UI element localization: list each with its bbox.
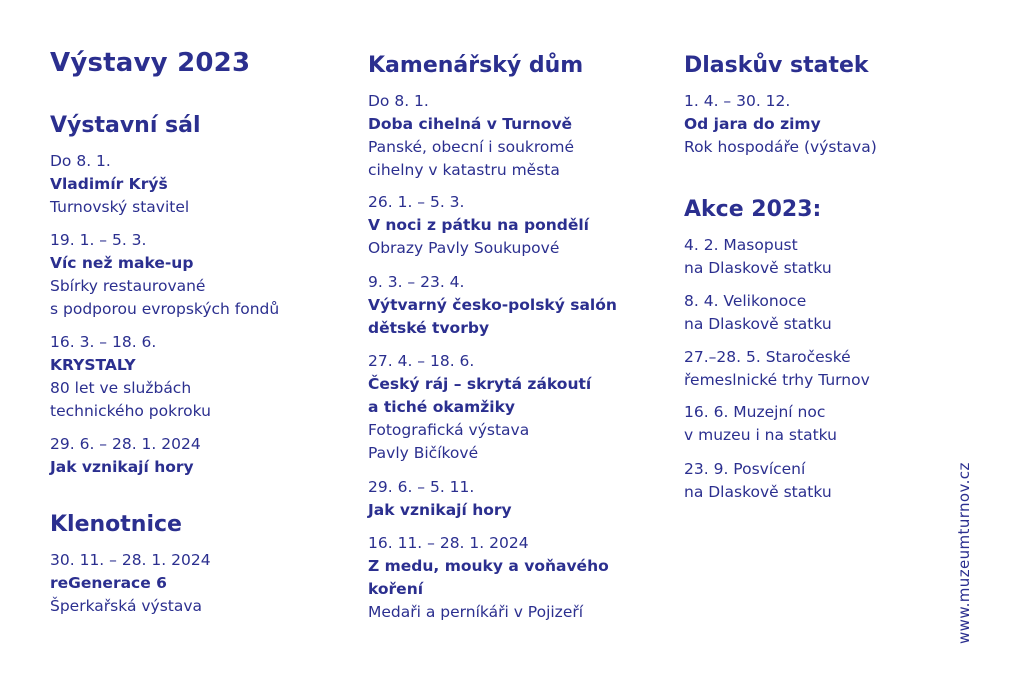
entry-title: dětské tvorby bbox=[368, 319, 490, 337]
entry-desc: s podporou evropských fondů bbox=[50, 300, 280, 318]
entry-desc: Turnovský stavitel bbox=[50, 198, 190, 216]
entry-desc: Pavly Bičíkové bbox=[368, 444, 479, 462]
entry-desc: cihelny v katastru města bbox=[368, 161, 560, 179]
list-item bbox=[368, 90, 574, 182]
entry-title: Víc než make-up bbox=[50, 254, 194, 272]
section-heading-vystavni-sal: Výstavní sál bbox=[50, 113, 201, 138]
entry-desc: 80 let ve službách bbox=[50, 379, 192, 397]
event-line: na Dlaskově statku bbox=[684, 259, 832, 277]
entry-date: 19. 1. – 5. 3. bbox=[50, 231, 147, 249]
entry-date: 29. 6. – 5. 11. bbox=[368, 478, 475, 496]
event-line: 23. 9. Posvícení bbox=[684, 460, 806, 478]
entry-date: Do 8. 1. bbox=[50, 152, 111, 170]
entry-title: reGenerace 6 bbox=[50, 574, 167, 592]
event-line: na Dlaskově statku bbox=[684, 483, 832, 501]
entry-title: Doba cihelná v Turnově bbox=[368, 115, 573, 133]
event-line: 27.–28. 5. Staročeské bbox=[684, 348, 851, 366]
list-item bbox=[368, 271, 617, 340]
event-line: 16. 6. Muzejní noc bbox=[684, 403, 826, 421]
section-heading-klenotnice: Klenotnice bbox=[50, 512, 182, 537]
list-item bbox=[368, 191, 589, 260]
entry-desc: Fotografická výstava bbox=[368, 421, 530, 439]
entry-date: 16. 3. – 18. 6. bbox=[50, 333, 157, 351]
entry-title: a tiché okamžiky bbox=[368, 398, 516, 416]
entry-desc: Šperkařská výstava bbox=[50, 597, 203, 615]
entry-date: 30. 11. – 28. 1. 2024 bbox=[50, 551, 211, 569]
entry-desc: technického pokroku bbox=[50, 402, 211, 420]
entry-title: Jak vznikají hory bbox=[368, 501, 512, 519]
entry-title: Český ráj – skrytá zákoutí bbox=[368, 375, 592, 393]
event-line: 8. 4. Velikonoce bbox=[684, 292, 807, 310]
list-item bbox=[368, 532, 609, 624]
list-item bbox=[368, 350, 591, 465]
event-line: řemeslnické trhy Turnov bbox=[684, 371, 870, 389]
entry-date: 26. 1. – 5. 3. bbox=[368, 193, 465, 211]
entry-desc: Medaři a perníkáři v Pojizeří bbox=[368, 603, 584, 621]
event-line: v muzeu i na statku bbox=[684, 426, 837, 444]
event-item bbox=[684, 346, 870, 392]
entry-title: Výtvarný česko-polský salón bbox=[368, 296, 617, 314]
event-line: 4. 2. Masopust bbox=[684, 236, 798, 254]
website-url[interactable]: www.muzeumturnov.cz bbox=[955, 462, 973, 644]
list-item bbox=[50, 229, 279, 321]
entry-title: Z medu, mouky a voňavého bbox=[368, 557, 609, 575]
list-item bbox=[50, 331, 211, 423]
section-heading-dlaskuv-statek: Dlaskův statek bbox=[684, 53, 869, 78]
event-item bbox=[684, 458, 832, 504]
list-item bbox=[684, 90, 877, 159]
list-item bbox=[368, 476, 512, 522]
entry-title: koření bbox=[368, 580, 424, 598]
entry-date: 1. 4. – 30. 12. bbox=[684, 92, 791, 110]
entry-desc: Rok hospodáře (výstava) bbox=[684, 138, 877, 156]
event-item bbox=[684, 401, 837, 447]
section-heading-kamenarsky-dum: Kamenářský dům bbox=[368, 53, 584, 78]
entry-date: Do 8. 1. bbox=[368, 92, 429, 110]
entry-title: V noci z pátku na pondělí bbox=[368, 216, 589, 234]
event-line: na Dlaskově statku bbox=[684, 315, 832, 333]
entry-desc: Obrazy Pavly Soukupové bbox=[368, 239, 560, 257]
event-item bbox=[684, 290, 832, 336]
event-item bbox=[684, 234, 832, 280]
entry-desc: Panské, obecní i soukromé bbox=[368, 138, 575, 156]
entry-title: Vladimír Krýš bbox=[50, 175, 168, 193]
entry-date: 27. 4. – 18. 6. bbox=[368, 352, 475, 370]
list-item bbox=[50, 549, 211, 618]
list-item bbox=[50, 150, 189, 219]
section-heading-akce: Akce 2023: bbox=[684, 197, 822, 222]
entry-title: Jak vznikají hory bbox=[50, 458, 194, 476]
entry-date: 16. 11. – 28. 1. 2024 bbox=[368, 534, 529, 552]
entry-date: 29. 6. – 28. 1. 2024 bbox=[50, 435, 201, 453]
entry-title: Od jara do zimy bbox=[684, 115, 821, 133]
page-title: Výstavy 2023 bbox=[50, 48, 251, 78]
entry-desc: Sbírky restaurované bbox=[50, 277, 206, 295]
list-item bbox=[50, 433, 201, 479]
entry-title: KRYSTALY bbox=[50, 356, 136, 374]
entry-date: 9. 3. – 23. 4. bbox=[368, 273, 465, 291]
